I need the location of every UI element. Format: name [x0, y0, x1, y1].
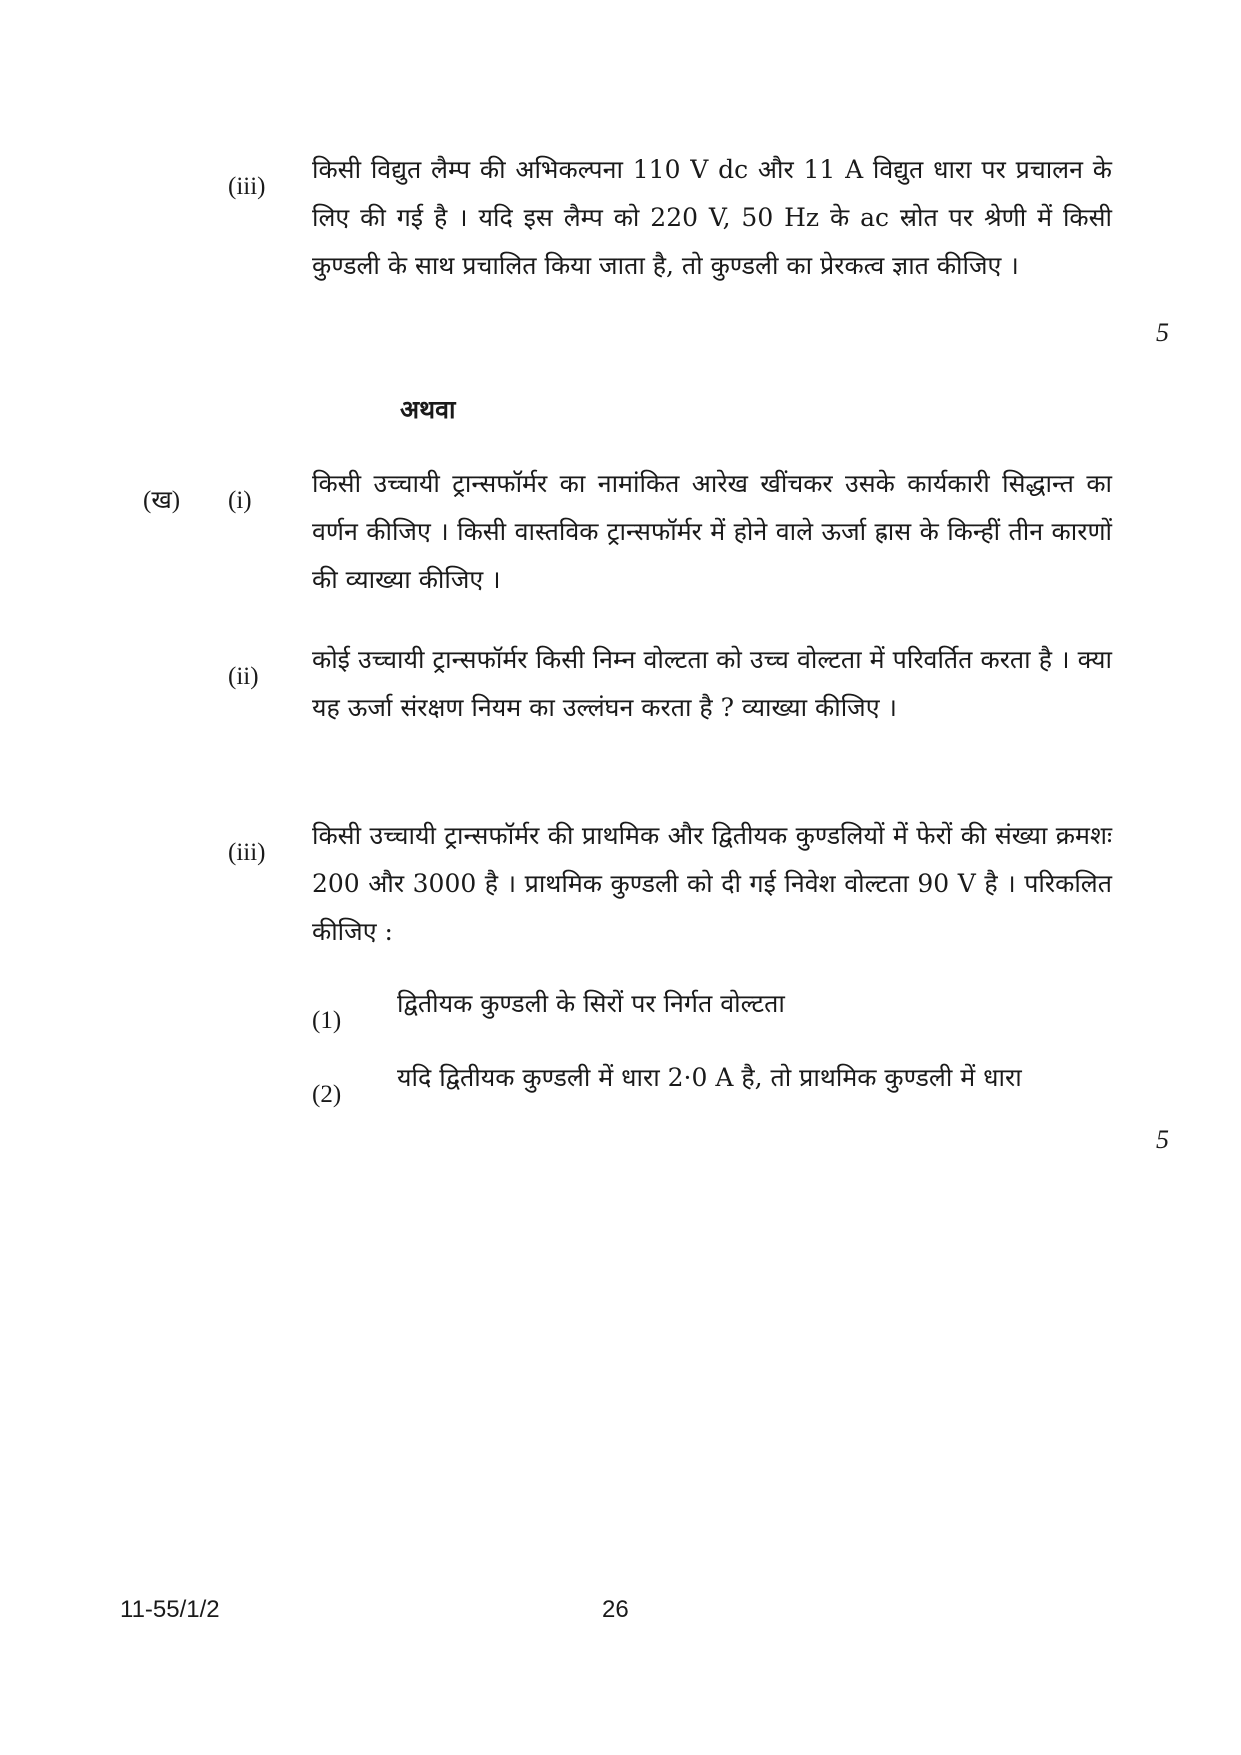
subpart-text-primary-current: यदि द्वितीयक कुण्डली में धारा 2·0 A है, तो प्राथमिक कुण्डली में धारा	[397, 1063, 1022, 1092]
section-label-kha: (ख)	[143, 487, 181, 514]
question-text-lamp: किसी विद्युत लैम्प की अभिकल्पना 110 V dc और 11 A विद्युत धारा पर प्रचालन के लिए की गई है । यदि इस लैम्प को 220 V, 50 Hz के ac स्रोत पर श्रेणी में किसी कुण्डली के साथ प्रचालित किया जाता है, तो कुण्डली का प्रेरकत्व ज्ञात कीजिए ।	[312, 155, 1112, 280]
or-heading: अथवा	[400, 395, 456, 424]
question-text-transformer-principle: किसी उच्चायी ट्रान्सफॉर्मर का नामांकित आरेख खींचकर उसके कार्यकारी सिद्धान्त का वर्णन कीजिए । किसी वास्तविक ट्रान्सफॉर्मर में होने वाले ऊर्जा ह्रास के किन्हीं तीन कारणों की व्याख्या कीजिए ।	[312, 469, 1112, 594]
question-text-energy-conservation: कोई उच्चायी ट्रान्सफॉर्मर किसी निम्न वोल्टता को उच्च वोल्टता में परिवर्तित करता है । क्या यह ऊर्जा संरक्षण नियम का उल्लंघन करता है ? व्याख्या कीजिए ।	[312, 645, 1112, 722]
question-label-i: (i)	[228, 487, 252, 514]
question-paper-code: 11-55/1/2	[120, 1596, 220, 1623]
question-label-ii: (ii)	[228, 663, 259, 690]
question-text-transformer-calculation: किसी उच्चायी ट्रान्सफॉर्मर की प्राथमिक और द्वितीयक कुण्डलियों में फेरों की संख्या क्रमशः 200 और 3000 है । प्राथमिक कुण्डली को दी गई निवेश वोल्टता 90 V है । परिकलित कीजिए :	[312, 821, 1112, 946]
subpart-label-2: (2)	[312, 1081, 342, 1108]
page-number: 26	[602, 1596, 629, 1623]
subpart-label-1: (1)	[312, 1007, 342, 1034]
question-label-iii: (iii)	[228, 173, 266, 200]
marks-lamp-question: 5	[1156, 318, 1169, 347]
question-label-iii-transformer: (iii)	[228, 839, 266, 866]
subpart-text-output-voltage: द्वितीयक कुण्डली के सिरों पर निर्गत वोल्टता	[397, 989, 785, 1018]
marks-transformer-question: 5	[1156, 1125, 1169, 1154]
